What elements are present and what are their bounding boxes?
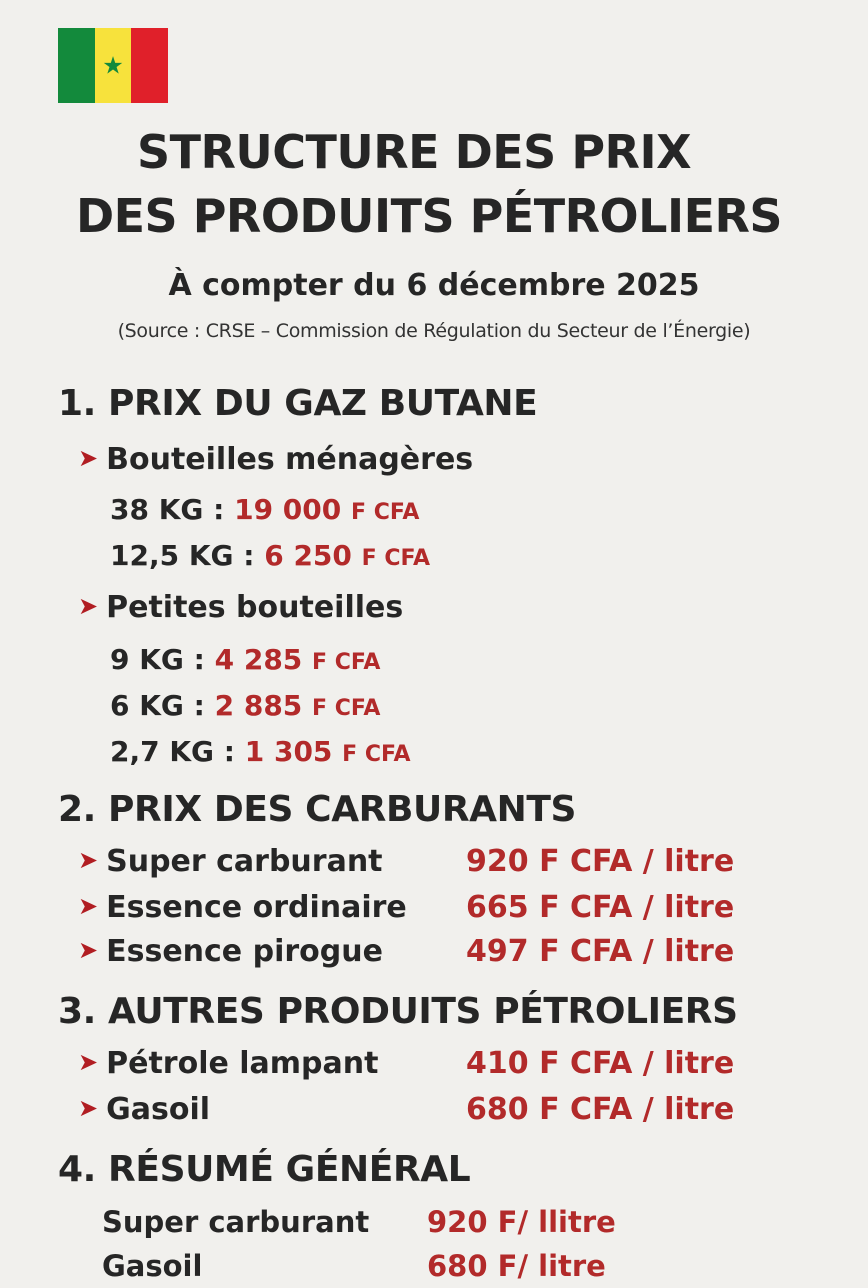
fuel-price: 920 F CFA / litre [466, 844, 735, 879]
butane-price: 19 000 [234, 493, 342, 526]
fuel-label: Essence pirogue [106, 934, 383, 969]
star-icon: ★ [102, 51, 124, 80]
senegal-flag [58, 28, 168, 103]
fuel-row-super [78, 840, 838, 884]
butane-item-12-5kg [110, 536, 430, 579]
product-price: 410 F CFA / litre [466, 1046, 735, 1081]
subsection-petites-bouteilles [78, 588, 403, 629]
fuel-row-essence-pirogue [78, 930, 838, 974]
product-label: Gasoil [106, 1092, 211, 1127]
product-price: 680 F CFA / litre [466, 1092, 735, 1127]
fuel-price: 665 F CFA / litre [466, 890, 735, 925]
summary-price: 680 F/ litre [427, 1249, 606, 1283]
butane-unit: F CFA [342, 742, 411, 767]
title-line-2: DES PRODUITS PÉTROLIERS [75, 189, 783, 243]
subsection-bouteilles-menageres [78, 440, 473, 481]
summary-row-gasoil [102, 1244, 802, 1288]
chevron-right-icon: ➤ [78, 892, 99, 920]
section-heading-resume: 4. RÉSUMÉ GÉNÉRAL [58, 1149, 471, 1190]
butane-unit: F CFA [351, 500, 420, 525]
product-row-gasoil [78, 1088, 838, 1132]
butane-weight: 12,5 KG : [110, 539, 255, 572]
product-label: Pétrole lampant [106, 1046, 379, 1081]
butane-item-9kg [110, 640, 380, 683]
section-heading-autres: 3. AUTRES PRODUITS PÉTROLIERS [58, 991, 738, 1032]
butane-price: 6 250 [264, 539, 352, 572]
section-heading-carburants: 2. PRIX DES CARBURANTS [58, 789, 577, 830]
product-name [78, 1088, 210, 1133]
chevron-right-icon: ➤ [78, 846, 99, 874]
section-heading-butane: 1. PRIX DU GAZ BUTANE [58, 383, 538, 424]
summary-name: Gasoil [102, 1249, 203, 1283]
butane-item-2-7kg [110, 732, 411, 775]
butane-unit: F CFA [312, 696, 381, 721]
flag-yellow-band [95, 28, 132, 103]
butane-price: 2 885 [214, 689, 303, 722]
fuel-name [78, 930, 383, 975]
subsection-label: Petites bouteilles [106, 590, 404, 625]
butane-price: 4 285 [214, 643, 303, 676]
chevron-right-icon: ➤ [78, 936, 99, 964]
chevron-right-icon: ➤ [78, 592, 99, 620]
chevron-right-icon: ➤ [78, 1048, 99, 1076]
chevron-right-icon: ➤ [78, 1094, 99, 1122]
butane-item-6kg [110, 686, 380, 729]
summary-name: Super carburant [102, 1205, 370, 1239]
butane-price: 1 305 [244, 735, 333, 768]
butane-weight: 6 KG : [110, 689, 205, 722]
fuel-name [78, 840, 383, 885]
effective-date: À compter du 6 décembre 2025 [168, 268, 700, 303]
chevron-right-icon: ➤ [78, 444, 99, 472]
fuel-label: Super carburant [106, 844, 383, 879]
fuel-price: 497 F CFA / litre [466, 934, 735, 969]
product-name [78, 1042, 378, 1087]
source-note: (Source : CRSE – Commission de Régulation du Secteur de l’Énergie) [117, 320, 751, 342]
butane-unit: F CFA [361, 546, 431, 571]
butane-unit: F CFA [312, 650, 381, 675]
flag-green-band [58, 28, 95, 103]
fuel-name [78, 886, 407, 931]
summary-row-super [102, 1200, 802, 1244]
summary-price: 920 F/ llitre [427, 1205, 616, 1239]
title-line-1: STRUCTURE DES PRIX [136, 125, 692, 179]
page-title [0, 120, 868, 248]
butane-weight: 38 KG : [110, 493, 225, 526]
subsection-label: Bouteilles ménagères [106, 442, 474, 477]
product-row-petrole-lampant [78, 1042, 838, 1086]
butane-item-38kg [110, 490, 419, 533]
flag-red-band [131, 28, 168, 103]
fuel-row-essence-ordinaire [78, 886, 838, 930]
fuel-label: Essence ordinaire [106, 890, 407, 925]
butane-weight: 9 KG : [110, 643, 205, 676]
butane-weight: 2,7 KG : [110, 735, 235, 768]
